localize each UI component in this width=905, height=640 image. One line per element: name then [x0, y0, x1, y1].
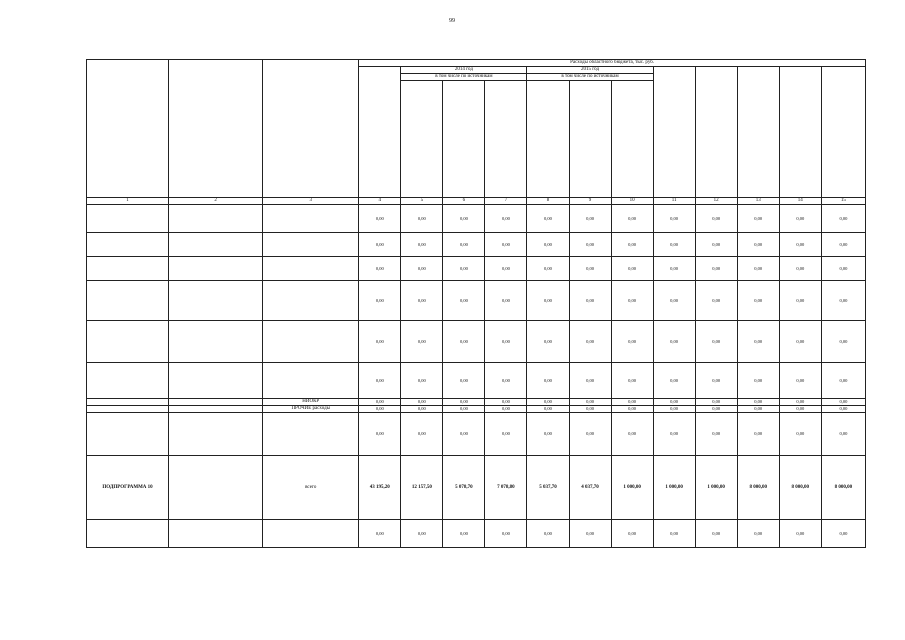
row-label	[263, 413, 359, 456]
program-cell	[169, 257, 263, 281]
value-cell: 0,00	[443, 281, 485, 321]
value-cell: 0,00	[569, 233, 611, 257]
table-row	[87, 399, 866, 406]
value-cell: 0,00	[821, 406, 865, 413]
value-cell: 0,00	[527, 413, 569, 456]
value-cell: 0,00	[695, 321, 737, 363]
table-row	[87, 520, 866, 548]
value-cell: 0,00	[653, 233, 695, 257]
status-cell	[87, 413, 169, 456]
value-cell: 0,00	[485, 205, 527, 233]
value-cell: 0,00	[401, 520, 443, 548]
sources-2014-header: в том числе по источникам	[401, 74, 527, 81]
value-cell: 1 000,00	[695, 456, 737, 520]
value-cell: 1 000,00	[611, 456, 653, 520]
value-cell: 0,00	[737, 520, 779, 548]
value-cell: 43 195,20	[359, 456, 401, 520]
status-cell	[87, 281, 169, 321]
value-cell: 0,00	[569, 205, 611, 233]
value-cell: 0,00	[443, 399, 485, 406]
value-cell: 0,00	[485, 520, 527, 548]
value-cell: 0,00	[821, 399, 865, 406]
column-number: 11	[653, 198, 695, 205]
value-cell: 4 037,70	[569, 456, 611, 520]
value-cell: 0,00	[653, 399, 695, 406]
row-label	[263, 233, 359, 257]
source-header	[527, 81, 569, 198]
value-cell: 8 000,00	[737, 456, 779, 520]
value-cell: 0,00	[401, 406, 443, 413]
value-cell: 1 000,00	[653, 456, 695, 520]
value-cell: 0,00	[569, 257, 611, 281]
value-cell: 0,00	[737, 406, 779, 413]
year-2020-header	[821, 67, 865, 198]
value-cell: 5 078,70	[443, 456, 485, 520]
value-cell: 0,00	[359, 321, 401, 363]
value-cell: 0,00	[611, 205, 653, 233]
executor-header	[263, 60, 359, 198]
value-cell: 0,00	[485, 406, 527, 413]
table-row	[87, 321, 866, 363]
value-cell: 12 157,50	[401, 456, 443, 520]
value-cell: 0,00	[359, 399, 401, 406]
value-cell: 0,00	[569, 413, 611, 456]
status-cell	[87, 257, 169, 281]
value-cell: 0,00	[695, 399, 737, 406]
source-header	[443, 81, 485, 198]
value-cell: 0,00	[779, 233, 821, 257]
value-cell: 0,00	[611, 406, 653, 413]
subprogram-total-label: всего	[263, 456, 359, 520]
source-header	[485, 81, 527, 198]
value-cell: 0,00	[359, 406, 401, 413]
value-cell: 0,00	[359, 363, 401, 399]
value-cell: 0,00	[443, 321, 485, 363]
column-number: 10	[611, 198, 653, 205]
value-cell: 0,00	[653, 363, 695, 399]
value-cell: 0,00	[653, 413, 695, 456]
value-cell: 0,00	[485, 321, 527, 363]
value-cell: 0,00	[527, 399, 569, 406]
value-cell: 0,00	[401, 413, 443, 456]
value-cell: 0,00	[443, 205, 485, 233]
value-cell: 0,00	[779, 399, 821, 406]
table-row	[87, 406, 866, 413]
subprogram-status: ПОДПРОГРАММА 10	[87, 456, 169, 520]
row-label	[263, 281, 359, 321]
column-number: 4	[359, 198, 401, 205]
program-cell	[169, 321, 263, 363]
source-header	[401, 81, 443, 198]
value-cell: 0,00	[401, 233, 443, 257]
value-cell: 0,00	[653, 205, 695, 233]
subprogram-row	[87, 456, 866, 520]
value-cell: 0,00	[359, 413, 401, 456]
value-cell: 0,00	[821, 363, 865, 399]
value-cell: 0,00	[779, 413, 821, 456]
source-header	[569, 81, 611, 198]
year-2017-header	[695, 67, 737, 198]
program-cell	[169, 233, 263, 257]
column-number: 13	[737, 198, 779, 205]
value-cell: 0,00	[695, 233, 737, 257]
column-number: 5	[401, 198, 443, 205]
value-cell: 0,00	[821, 205, 865, 233]
table-row	[87, 413, 866, 456]
value-cell: 0,00	[401, 399, 443, 406]
column-number: 14	[779, 198, 821, 205]
value-cell: 0,00	[527, 520, 569, 548]
value-cell: 0,00	[611, 281, 653, 321]
value-cell: 0,00	[695, 205, 737, 233]
value-cell: 0,00	[527, 321, 569, 363]
lower-rows	[87, 520, 866, 548]
row-label	[263, 520, 359, 548]
value-cell: 0,00	[485, 257, 527, 281]
status-cell	[87, 233, 169, 257]
value-cell: 0,00	[569, 321, 611, 363]
value-cell: 0,00	[695, 413, 737, 456]
value-cell: 0,00	[527, 363, 569, 399]
value-cell: 0,00	[401, 257, 443, 281]
column-number: 15	[821, 198, 865, 205]
value-cell: 0,00	[821, 281, 865, 321]
column-number: 12	[695, 198, 737, 205]
value-cell: 0,00	[401, 205, 443, 233]
value-cell: 0,00	[485, 413, 527, 456]
program-name-header	[169, 60, 263, 198]
value-cell: 0,00	[359, 233, 401, 257]
value-cell: 0,00	[443, 233, 485, 257]
value-cell: 0,00	[779, 363, 821, 399]
value-cell: 0,00	[779, 281, 821, 321]
value-cell: 0,00	[653, 281, 695, 321]
value-cell: 8 000,00	[821, 456, 865, 520]
value-cell: 0,00	[695, 363, 737, 399]
value-cell: 0,00	[695, 281, 737, 321]
value-cell: 0,00	[821, 413, 865, 456]
value-cell: 7 078,80	[485, 456, 527, 520]
value-cell: 0,00	[527, 257, 569, 281]
sources-2015-header: в том числе по источникам	[527, 74, 653, 81]
value-cell: 0,00	[485, 399, 527, 406]
program-cell	[169, 281, 263, 321]
table-row	[87, 205, 866, 233]
value-cell: 0,00	[737, 281, 779, 321]
value-cell: 0,00	[611, 363, 653, 399]
column-number: 2	[169, 198, 263, 205]
value-cell: 0,00	[443, 406, 485, 413]
value-cell: 0,00	[653, 321, 695, 363]
value-cell: 0,00	[695, 257, 737, 281]
value-cell: 0,00	[611, 257, 653, 281]
status-cell	[87, 205, 169, 233]
program-cell	[169, 406, 263, 413]
program-cell	[169, 363, 263, 399]
value-cell: 5 037,70	[527, 456, 569, 520]
year-2018-header	[737, 67, 779, 198]
value-cell: 0,00	[443, 363, 485, 399]
value-cell: 0,00	[401, 321, 443, 363]
program-cell	[169, 520, 263, 548]
table-row	[87, 363, 866, 399]
row-label	[263, 363, 359, 399]
year-2019-header	[779, 67, 821, 198]
column-number: 3	[263, 198, 359, 205]
status-cell	[87, 406, 169, 413]
value-cell: 0,00	[737, 321, 779, 363]
value-cell: 0,00	[653, 257, 695, 281]
value-cell: 0,00	[821, 321, 865, 363]
row-label: НИОКР	[263, 399, 359, 406]
value-cell: 0,00	[737, 257, 779, 281]
value-cell: 0,00	[737, 205, 779, 233]
value-cell: 0,00	[653, 520, 695, 548]
value-cell: 0,00	[485, 363, 527, 399]
value-cell: 0,00	[779, 257, 821, 281]
row-label: ПРОЧИЕ расходы	[263, 406, 359, 413]
table-row	[87, 233, 866, 257]
row-label	[263, 321, 359, 363]
column-number: 6	[443, 198, 485, 205]
column-number-row	[87, 198, 866, 205]
year-2015-header: 2015 год	[527, 67, 653, 74]
column-number: 8	[527, 198, 569, 205]
status-cell	[87, 399, 169, 406]
value-cell: 0,00	[527, 281, 569, 321]
value-cell: 0,00	[569, 520, 611, 548]
value-cell: 0,00	[359, 205, 401, 233]
column-number: 7	[485, 198, 527, 205]
value-cell: 0,00	[611, 399, 653, 406]
value-cell: 0,00	[611, 233, 653, 257]
value-cell: 0,00	[443, 520, 485, 548]
page-number: 99	[449, 18, 455, 24]
year-2016-header	[653, 67, 695, 198]
value-cell: 0,00	[737, 363, 779, 399]
value-cell: 0,00	[737, 413, 779, 456]
value-cell: 0,00	[485, 233, 527, 257]
value-cell: 0,00	[569, 363, 611, 399]
status-cell	[87, 363, 169, 399]
value-cell: 0,00	[527, 406, 569, 413]
status-cell	[87, 321, 169, 363]
total-header	[359, 67, 401, 198]
value-cell: 8 000,00	[779, 456, 821, 520]
value-cell: 0,00	[821, 233, 865, 257]
value-cell: 0,00	[401, 281, 443, 321]
value-cell: 0,00	[695, 520, 737, 548]
row-label	[263, 257, 359, 281]
program-cell	[169, 205, 263, 233]
column-number: 9	[569, 198, 611, 205]
source-header	[611, 81, 653, 198]
value-cell: 0,00	[359, 281, 401, 321]
value-cell: 0,00	[611, 413, 653, 456]
column-number: 1	[87, 198, 169, 205]
value-cell: 0,00	[443, 257, 485, 281]
value-cell: 0,00	[401, 363, 443, 399]
value-cell: 0,00	[443, 413, 485, 456]
value-cell: 0,00	[569, 281, 611, 321]
table-row	[87, 257, 866, 281]
value-cell: 0,00	[527, 233, 569, 257]
value-cell: 0,00	[611, 321, 653, 363]
status-header	[87, 60, 169, 198]
value-cell: 0,00	[527, 205, 569, 233]
value-cell: 0,00	[737, 399, 779, 406]
value-cell: 0,00	[611, 520, 653, 548]
value-cell: 0,00	[779, 406, 821, 413]
program-cell	[169, 413, 263, 456]
value-cell: 0,00	[695, 406, 737, 413]
value-cell: 0,00	[485, 281, 527, 321]
table-row	[87, 281, 866, 321]
value-cell: 0,00	[821, 520, 865, 548]
value-cell: 0,00	[737, 233, 779, 257]
program-cell	[169, 399, 263, 406]
status-cell	[87, 520, 169, 548]
year-2014-header: 2014 год	[401, 67, 527, 74]
value-cell: 0,00	[359, 520, 401, 548]
upper-rows	[87, 205, 866, 456]
value-cell: 0,00	[569, 406, 611, 413]
value-cell: 0,00	[779, 520, 821, 548]
budget-header: Расходы областного бюджета, тыс. руб.	[359, 60, 866, 67]
value-cell: 0,00	[779, 205, 821, 233]
row-label	[263, 205, 359, 233]
value-cell: 0,00	[653, 406, 695, 413]
value-cell: 0,00	[821, 257, 865, 281]
value-cell: 0,00	[359, 257, 401, 281]
subprogram-name	[169, 456, 263, 520]
value-cell: 0,00	[779, 321, 821, 363]
budget-table	[86, 59, 866, 548]
value-cell: 0,00	[569, 399, 611, 406]
